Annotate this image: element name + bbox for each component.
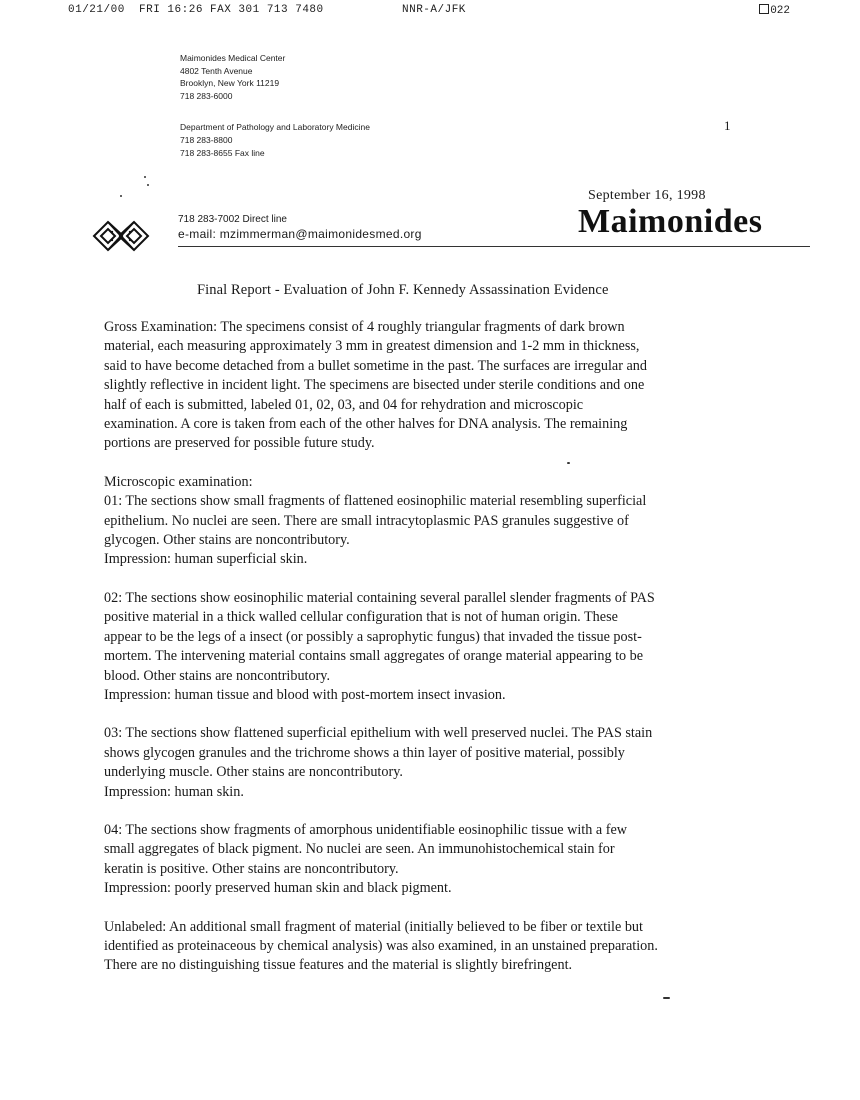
- text-line: 02: The sections show eosinophilic material containing several parallel slender fragments of PAS: [104, 589, 655, 606]
- paragraph-gap: [104, 705, 754, 724]
- section-heading: Microscopic examination:: [104, 473, 253, 490]
- text-line: 04: The sections show fragments of amorphous unidentifiable eosinophilic tissue with a few: [104, 821, 627, 838]
- contact-block: [178, 213, 422, 242]
- department-line: 718 283-8800: [180, 135, 233, 145]
- text-line: epithelium. No nuclei are seen. There are small intracytoplasmic PAS granules suggestive of: [104, 512, 629, 529]
- text-line: Unlabeled: An additional small fragment of material (initially believed to be fiber or textile but: [104, 918, 643, 935]
- address-line: Maimonides Medical Center: [180, 53, 286, 63]
- report-title: Final Report - Evaluation of John F. Kennedy Assassination Evidence: [197, 282, 609, 298]
- unlabeled-section: [104, 918, 754, 976]
- impression-line: Impression: poorly preserved human skin and black pigment.: [104, 880, 452, 897]
- text-line: portions are preserved for possible future study.: [104, 435, 375, 452]
- text-line: positive material in a thick walled cellular configuration that is not of human origin. These: [104, 609, 618, 626]
- text-line: mortem. The intervening material contains small aggregates of orange material appearing to be: [104, 648, 644, 665]
- text-line: keratin is positive. Other stains are noncontributory.: [104, 860, 399, 877]
- fax-header: [0, 4, 860, 20]
- text-line: slightly reflective in incident light. The specimens are bisected under sterile conditions and one: [104, 377, 645, 394]
- text-line: Gross Examination: The specimens consist of 4 roughly triangular fragments of dark brown: [104, 319, 625, 335]
- department-block: [180, 121, 370, 160]
- scan-speck: [147, 184, 149, 186]
- paragraph-gap: [104, 802, 754, 821]
- brand-wordmark: Maimonides: [578, 203, 763, 240]
- address-line: 4802 Tenth Avenue: [180, 65, 253, 76]
- microscopic-section-04: [104, 821, 754, 899]
- email-address: e-mail: mzimmerman@maimonidesmed.org: [178, 227, 422, 241]
- text-line: blood. Other stains are noncontributory.: [104, 667, 331, 684]
- scan-speck: [144, 176, 146, 178]
- hospital-address: [180, 52, 285, 102]
- maimonides-logo-icon: [90, 216, 152, 256]
- department-line: Department of Pathology and Laboratory Medicine: [180, 122, 370, 132]
- paragraph-gap: [104, 454, 754, 473]
- text-line: underlying muscle. Other stains are noncontributory.: [104, 764, 403, 781]
- text-line: glycogen. Other stains are noncontributory.: [104, 532, 350, 549]
- direct-line: 718 283-7002 Direct line: [178, 214, 287, 225]
- fax-page-number: [759, 4, 790, 17]
- impression-line: Impression: human superficial skin.: [104, 551, 308, 568]
- fax-header-left: 01/21/00 FRI 16:26 FAX 301 713 7480: [68, 4, 324, 16]
- letterhead-divider: [178, 246, 810, 247]
- scan-speck: [663, 997, 670, 999]
- text-line: appear to be the legs of a insect (or possibly a saprophytic fungus) that invaded the tissue post-: [104, 628, 642, 645]
- microscopic-section-03: [104, 724, 754, 802]
- fax-header-center: NNR-A/JFK: [402, 4, 466, 16]
- address-line: 718 283-6000: [180, 90, 233, 101]
- gross-examination: [104, 318, 754, 454]
- impression-line: Impression: human tissue and blood with post-mortem insect invasion.: [104, 686, 506, 703]
- text-line: identified as proteinaceous by chemical analysis) was also examined, in an unstained preparation.: [104, 937, 658, 954]
- text-line: examination. A core is taken from each of the other halves for DNA analysis. The remaining: [104, 416, 628, 433]
- paragraph-gap: [104, 570, 754, 589]
- fax-page-number-value: 022: [770, 5, 790, 17]
- page-marker: 1: [724, 118, 731, 133]
- paragraph-gap: [104, 899, 754, 918]
- text-line: There are no distinguishing tissue features and the material is slightly birefringent.: [104, 957, 573, 974]
- text-line: 03: The sections show flattened superficial epithelium with well preserved nuclei. The PAS stain: [104, 725, 653, 742]
- text-line: shows glycogen granules and the trichrome shows a thin layer of positive material, possibly: [104, 744, 625, 761]
- microscopic-section-02: [104, 589, 754, 705]
- checkbox-icon: [759, 4, 769, 14]
- text-line: 01: The sections show small fragments of flattened eosinophilic material resembling superficial: [104, 493, 647, 510]
- department-line: 718 283-8655 Fax line: [180, 148, 265, 158]
- report-body: [104, 318, 754, 976]
- address-line: Brooklyn, New York 11219: [180, 78, 280, 89]
- text-line: half of each is submitted, labeled 01, 02, 03, and 04 for rehydration and microscopic: [104, 396, 584, 413]
- report-date: September 16, 1998: [588, 188, 706, 203]
- scan-speck: [120, 195, 122, 197]
- microscopic-section-01: [104, 473, 754, 570]
- impression-line: Impression: human skin.: [104, 783, 244, 800]
- text-line: said to have become detached from a bullet sometime in the past. The surfaces are irregular and: [104, 357, 647, 374]
- text-line: small aggregates of black pigment. No nuclei are seen. An immunohistochemical stain for: [104, 841, 615, 858]
- text-line: material, each measuring approximately 3 mm in greatest dimension and 1-2 mm in thickness,: [104, 338, 640, 355]
